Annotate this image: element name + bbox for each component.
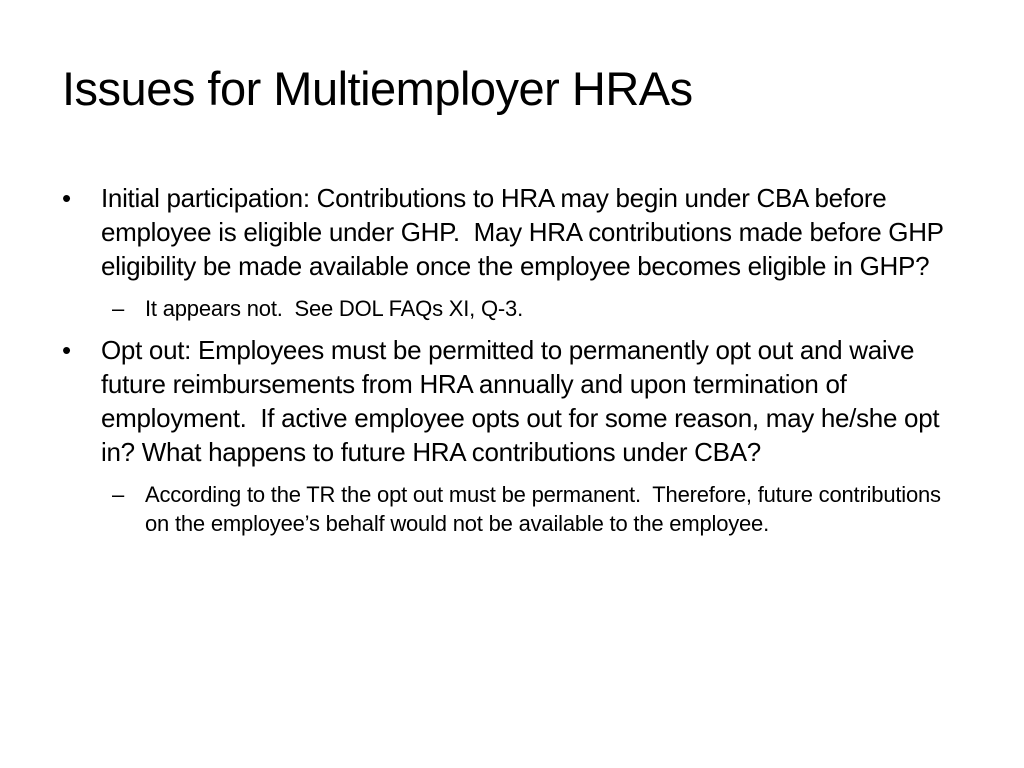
dash-icon: –: [112, 296, 125, 321]
sub-bullet-text: It appears not. See DOL FAQs XI, Q-3.: [145, 296, 523, 321]
bullet-text: Initial participation: Contributions to HRA may begin under CBA before employee is eligible under GHP. May HRA contributions made before GHP eligibility be made available once the employee becomes eligible in GHP?: [101, 183, 951, 281]
bullet-item: [62, 181, 962, 283]
bullet-icon: •: [62, 335, 71, 365]
bullet-text: Opt out: Employees must be permitted to permanently opt out and waive future reimbursements from HRA annually and upon termination of employment. If active employee opts out for some reason, may he/she opt in? What happens to future HRA contributions under CBA?: [101, 335, 947, 467]
bullet-icon: •: [62, 183, 71, 213]
dash-icon: –: [112, 482, 125, 507]
sub-bullet-item: [62, 480, 962, 538]
bullet-item: [62, 333, 962, 469]
sub-bullet-item: [62, 294, 962, 323]
slide-content: [62, 181, 962, 548]
sub-bullet-text: According to the TR the opt out must be permanent. Therefore, future contributions on the employee’s behalf would not be available to the employee.: [145, 482, 947, 536]
slide-title: Issues for Multiemployer HRAs: [62, 62, 693, 115]
